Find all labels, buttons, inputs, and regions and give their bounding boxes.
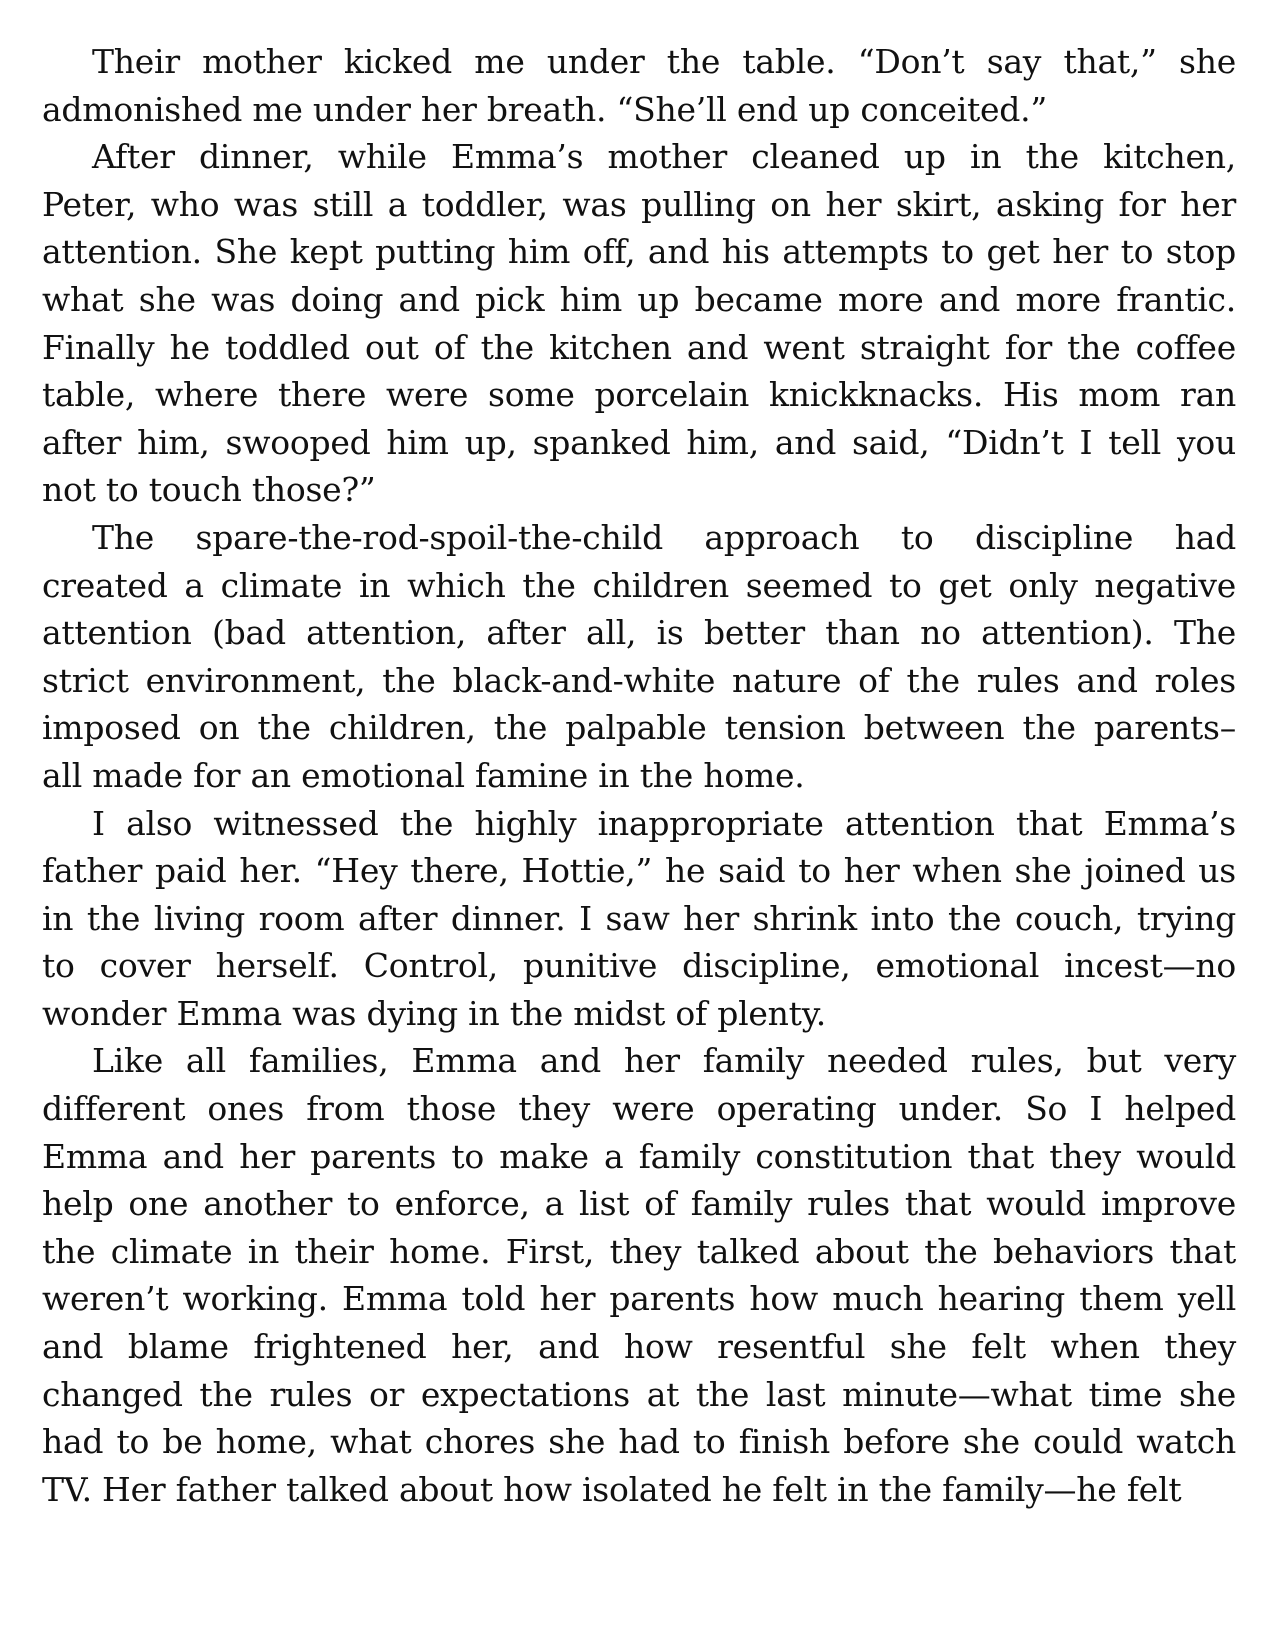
text-line: wonder Emma was dying in the midst of plenty.: [42, 993, 826, 1033]
text-line: different ones from those they were operating under. So I helped: [42, 1089, 1236, 1129]
text-line: strict environment, the black-and-white nature of the rules and roles: [42, 660, 1236, 700]
text-line: attention (bad attention, after all, is better than no attention). The: [42, 613, 1236, 653]
text-line: all made for an emotional famine in the home.: [42, 755, 805, 795]
text-line: in the living room after dinner. I saw her shrink into the couch, trying: [42, 898, 1236, 938]
text-line: Emma and her parents to make a family constitution that they would: [42, 1136, 1236, 1176]
text-line: imposed on the children, the palpable tension between the parents–: [42, 708, 1236, 748]
paragraph: [42, 800, 1236, 1038]
text-line: TV. Her father talked about how isolated he felt in the family—he felt: [42, 1469, 1182, 1509]
body-text: [42, 38, 1236, 1513]
paragraph: [42, 133, 1236, 514]
text-line: table, where there were some porcelain knickknacks. His mom ran: [42, 375, 1236, 415]
paragraph: [42, 38, 1236, 133]
paragraph: [42, 514, 1236, 800]
text-line: Like all families, Emma and her family needed rules, but very: [92, 1041, 1236, 1081]
text-line: After dinner, while Emma’s mother cleaned up in the kitchen,: [92, 137, 1236, 177]
text-line: admonished me under her breath. “She’ll end up conceited.”: [42, 89, 1048, 129]
text-line: not to touch those?”: [42, 470, 376, 510]
text-line: and blame frightened her, and how resentful she felt when they: [42, 1327, 1236, 1367]
paragraph: [42, 1037, 1236, 1513]
text-line: help one another to enforce, a list of family rules that would improve: [42, 1184, 1236, 1224]
text-line: I also witnessed the highly inappropriate attention that Emma’s: [92, 803, 1236, 843]
text-line: what she was doing and pick him up became more and more frantic.: [42, 279, 1236, 319]
text-line: Finally he toddled out of the kitchen and went straight for the coffee: [42, 327, 1236, 367]
text-line: the climate in their home. First, they talked about the behaviors that: [42, 1231, 1236, 1271]
text-line: had to be home, what chores she had to finish before she could watch: [42, 1422, 1236, 1462]
text-line: created a climate in which the children seemed to get only negative: [42, 565, 1236, 605]
text-line: to cover herself. Control, punitive discipline, emotional incest—no: [42, 946, 1236, 986]
text-line: weren’t working. Emma told her parents how much hearing them yell: [42, 1279, 1236, 1319]
text-line: changed the rules or expectations at the last minute—what time she: [42, 1374, 1236, 1414]
text-line: attention. She kept putting him off, and his attempts to get her to stop: [42, 232, 1236, 272]
text-line: after him, swooped him up, spanked him, and said, “Didn’t I tell you: [42, 422, 1236, 462]
text-line: The spare-the-rod-spoil-the-child approach to discipline had: [92, 517, 1236, 557]
text-line: father paid her. “Hey there, Hottie,” he said to her when she joined us: [42, 851, 1236, 891]
text-line: Peter, who was still a toddler, was pulling on her skirt, asking for her: [42, 184, 1236, 224]
text-line: Their mother kicked me under the table. “Don’t say that,” she: [92, 42, 1236, 81]
